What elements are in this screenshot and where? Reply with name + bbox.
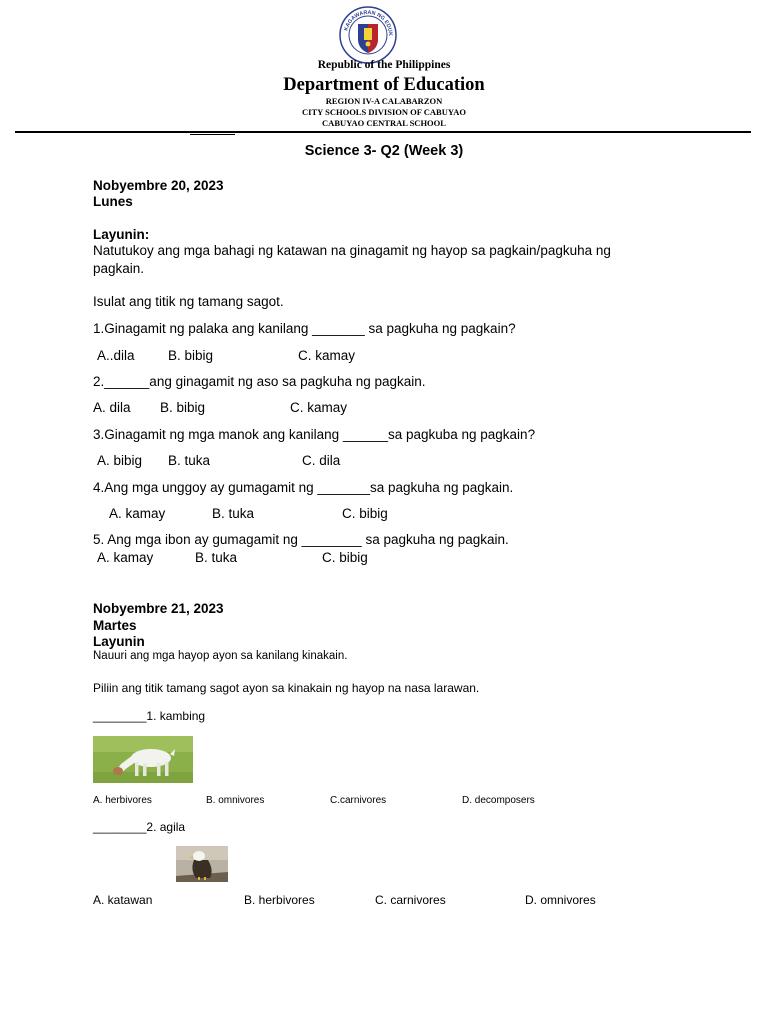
- day2-objective-label: Layunin: [93, 634, 145, 649]
- day1-objective-line1: Natutukoy ang mga bahagi ng katawan na ginagamit ng hayop sa pagkain/pagkuha ng: [93, 243, 611, 258]
- question-1-choice-c: C. kamay: [298, 348, 356, 363]
- question-5: 5. Ang mga ibon ay gumagamit ng ________ sa pagkuha ng pagkain.: [93, 532, 509, 547]
- question-4-choice-c: C. bibig: [342, 506, 388, 521]
- question-5-choice-a: A. kamay: [97, 550, 154, 565]
- day1-objective-label: Layunin:: [93, 227, 150, 242]
- eagle-photo-icon: [176, 846, 228, 882]
- question-3-choice-b: B. tuka: [168, 453, 211, 468]
- seal-text: KAGAWARAN NG EDUK: [343, 9, 394, 37]
- question-1-choice-b: B. bibig: [168, 348, 214, 363]
- header-divider-thick: [15, 131, 751, 133]
- department-title: Department of Education: [283, 75, 485, 95]
- question-4: 4.Ang mga unggoy ay gumagamit ng _______sa pagkuha ng pagkain.: [93, 480, 514, 495]
- question-2-choice-a: A. dila: [93, 400, 131, 415]
- question-4-choice-b: B. tuka: [212, 506, 255, 521]
- republic-line: Republic of the Philippines: [317, 59, 451, 71]
- day1-instruction: Isulat ang titik ng tamang sagot.: [93, 294, 284, 309]
- question-2: 2.______ang ginagamit ng aso sa pagkuha ng pagkain.: [93, 374, 426, 389]
- division-line: CITY SCHOOLS DIVISION OF CABUYAO: [302, 107, 466, 117]
- day2-date: Nobyembre 21, 2023: [93, 601, 224, 616]
- item-2-choice-c: C. carnivores: [375, 893, 446, 907]
- school-line: CABUYAO CENTRAL SCHOOL: [322, 118, 446, 128]
- day2-day: Martes: [93, 618, 137, 633]
- item-2-choice-a: A. katawan: [93, 893, 153, 907]
- question-2-choice-b: B. bibig: [160, 400, 206, 415]
- day2-objective: Nauuri ang mga hayop ayon sa kanilang kinakain.: [93, 650, 348, 662]
- region-line: REGION IV-A CALABARZON: [325, 96, 443, 106]
- item-1-choice-d: D. decomposers: [462, 795, 535, 806]
- goat-photo-icon: [93, 736, 193, 783]
- item-1-choice-b: B. omnivores: [206, 795, 265, 806]
- question-1-choice-a: A..dila: [97, 348, 135, 363]
- page-title: Science 3- Q2 (Week 3): [304, 143, 464, 159]
- question-3-choice-c: C. dila: [302, 453, 341, 468]
- question-4-choice-a: A. kamay: [109, 506, 166, 521]
- day2-instruction: Piliin ang titik tamang sagot ayon sa kinakain ng hayop na nasa larawan.: [93, 681, 480, 695]
- deped-seal-icon: [339, 6, 397, 64]
- question-3-choice-a: A. bibig: [97, 453, 143, 468]
- question-5-choice-c: C. bibig: [322, 550, 368, 565]
- question-5-choice-b: B. tuka: [195, 550, 238, 565]
- item-1-choice-a: A. herbivores: [93, 795, 152, 806]
- eagle-image: [176, 846, 228, 882]
- item-2-label: ________2. agila: [93, 820, 186, 834]
- item-1-choice-c: C.carnivores: [330, 795, 387, 806]
- question-2-choice-c: C. kamay: [290, 400, 348, 415]
- question-3: 3.Ginagamit ng mga manok ang kanilang ______sa pagkuba ng pagkain?: [93, 427, 536, 442]
- header-divider-thin: [190, 134, 235, 135]
- day1-day: Lunes: [93, 194, 133, 209]
- day1-date: Nobyembre 20, 2023: [93, 178, 224, 193]
- item-2-choice-d: D. omnivores: [525, 893, 596, 907]
- question-1: 1.Ginagamit ng palaka ang kanilang _______ sa pagkuha ng pagkain?: [93, 321, 516, 336]
- item-1-label: ________1. kambing: [93, 709, 206, 723]
- deped-seal: [339, 6, 397, 64]
- goat-image: [93, 736, 193, 783]
- day1-objective-line2: pagkain.: [93, 261, 145, 276]
- item-2-choice-b: B. herbivores: [244, 893, 315, 907]
